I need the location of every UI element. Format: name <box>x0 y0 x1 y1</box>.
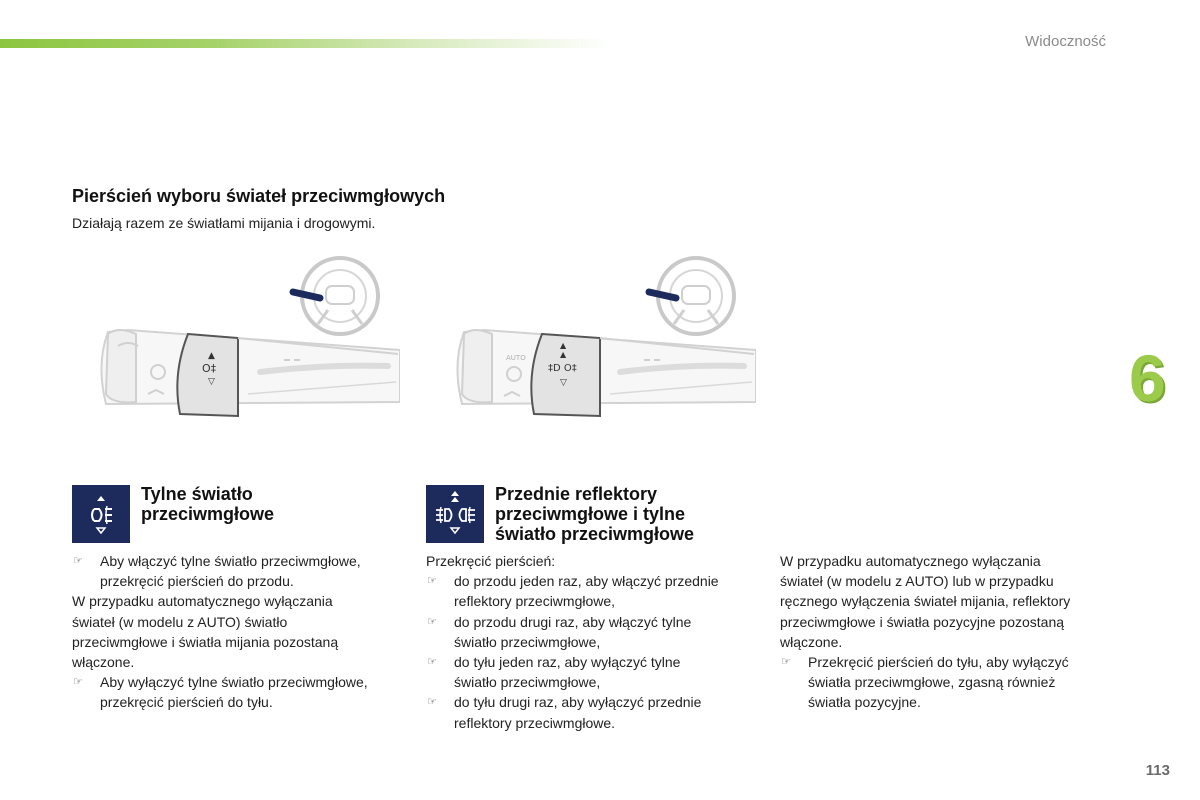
text-line: przeciwmgłowe i światła pozycyjne pozostaną <box>780 613 1065 630</box>
text-line: przekręcić pierścień do przodu. <box>100 573 294 590</box>
text-line: świateł (w modelu z AUTO) lub w przypadku <box>780 573 1054 590</box>
page-number: 113 <box>1145 762 1170 779</box>
heading-line: Tylne światło <box>141 484 253 504</box>
pointing-hand-icon: ☞ <box>427 656 437 669</box>
text-line: do tyłu drugi raz, aby wyłączyć przednie <box>454 694 702 711</box>
text-line: Przekręcić pierścień: <box>426 553 556 569</box>
text-line: do tyłu jeden raz, aby wyłączyć tylne <box>454 654 681 671</box>
svg-text:‡D O‡: ‡D O‡ <box>548 363 577 374</box>
text-line: ręcznego wyłączenia świateł mijania, reflektory <box>780 593 1071 610</box>
text-line: reflektory przeciwmgłowe, <box>454 593 616 610</box>
text-line: świateł (w modelu z AUTO) światło <box>72 613 288 630</box>
heading-line: światło przeciwmgłowe <box>495 524 695 544</box>
rear-fog-heading <box>141 484 401 524</box>
text-line: do przodu jeden raz, aby włączyć przednie <box>454 573 719 590</box>
text-line: Aby włączyć tylne światło przeciwmgłowe, <box>100 553 361 569</box>
pointing-hand-icon: ☞ <box>427 615 437 628</box>
text-line: przekręcić pierścień do tyłu. <box>100 694 273 711</box>
rear-fog-light-icon <box>72 485 130 543</box>
svg-text:▲: ▲ <box>560 350 567 359</box>
text-line: włączone. <box>72 654 135 671</box>
text-line: W przypadku automatycznego wyłączania <box>72 593 333 610</box>
page-title: Pierścień wyboru świateł przeciwmgłowych <box>72 186 446 206</box>
pointing-hand-icon: ☞ <box>781 656 791 669</box>
list-item <box>780 652 1120 713</box>
front-rear-fog-instructions <box>426 551 761 733</box>
text-line: do przodu drugi raz, aby włączyć tylne <box>454 613 692 630</box>
svg-text:▽: ▽ <box>208 377 215 387</box>
pointing-hand-icon: ☞ <box>73 676 83 689</box>
svg-text:▲: ▲ <box>560 341 567 350</box>
stalk-illustration-rear-fog <box>88 254 400 420</box>
list-item <box>72 551 407 591</box>
text-line: przeciwmgłowe i światła mijania pozostaną <box>72 633 339 650</box>
text-line: Aby wyłączyć tylne światło przeciwmgłowe, <box>100 674 368 691</box>
pointing-hand-icon: ☞ <box>427 696 437 709</box>
chapter-number: 6 <box>1129 341 1166 415</box>
list-item <box>426 571 761 611</box>
text-line: włączone. <box>780 633 843 650</box>
text-line: W przypadku automatycznego wyłączania <box>780 553 1041 569</box>
front-rear-fog-heading <box>495 484 755 544</box>
pointing-hand-icon: ☞ <box>73 555 83 567</box>
header-accent-bar <box>0 39 610 48</box>
text-line: światła przeciwmgłowe, zgasną również <box>808 674 1056 691</box>
text-line: światła pozycyjne. <box>808 694 921 711</box>
auto-lighting-note <box>780 551 1120 713</box>
section-header: Widoczność <box>1025 33 1106 50</box>
intro-text: Działają razem ze światłami mijania i drogowymi. <box>72 215 376 231</box>
pointing-hand-icon: ☞ <box>427 575 437 588</box>
heading-line: przeciwmgłowe <box>141 504 275 524</box>
front-fog-light-icon <box>426 485 484 543</box>
list-item <box>426 692 761 732</box>
rear-fog-instructions <box>72 551 407 713</box>
heading-line: Przednie reflektory <box>495 484 658 504</box>
text-line: światło przeciwmgłowe, <box>454 674 601 691</box>
svg-text:O‡: O‡ <box>202 362 217 375</box>
svg-text:▲: ▲ <box>208 351 215 361</box>
list-item <box>426 612 761 652</box>
stalk-illustration-front-rear-fog <box>444 254 756 420</box>
svg-text:▽: ▽ <box>560 378 567 388</box>
auto-label: AUTO <box>506 354 526 362</box>
heading-line: przeciwmgłowe i tylne <box>495 504 686 524</box>
list-item <box>426 652 761 692</box>
text-line: reflektory przeciwmgłowe. <box>454 714 616 731</box>
text-line: światło przeciwmgłowe, <box>454 633 601 650</box>
list-item <box>72 672 407 712</box>
text-line: Przekręcić pierścień do tyłu, aby wyłączyć <box>808 654 1069 671</box>
